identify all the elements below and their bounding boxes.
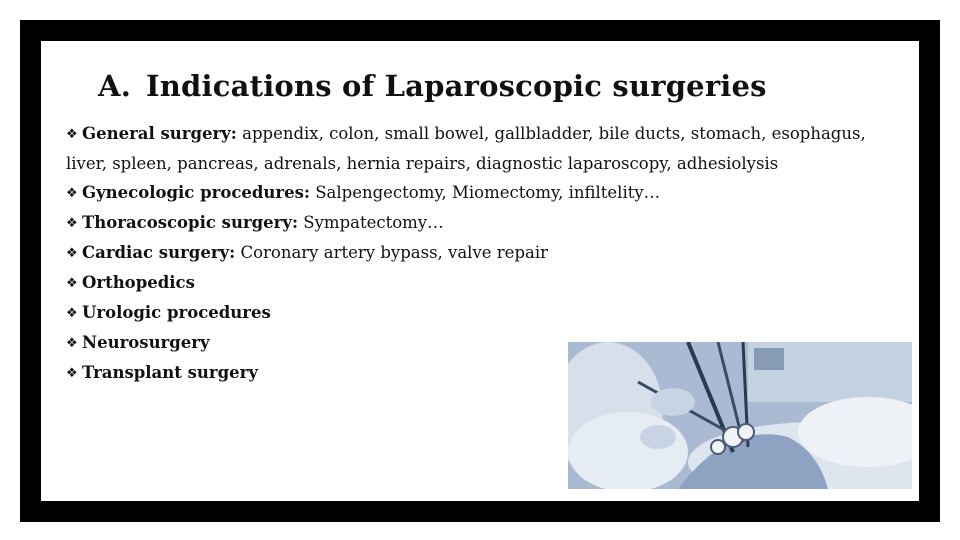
bullet-text: Sympatectomy…	[298, 213, 444, 232]
bullet-diamond-icon: ❖	[66, 336, 78, 351]
bullet-heading: Transplant surgery	[82, 363, 258, 382]
bullet-diamond-icon: ❖	[66, 186, 78, 201]
bullet-diamond-icon: ❖	[66, 306, 78, 321]
slide-title	[98, 69, 767, 103]
title-text: Indications of Laparoscopic surgeries	[146, 69, 767, 103]
list-item-urologic	[66, 298, 896, 328]
bullet-diamond-icon: ❖	[66, 127, 78, 142]
laparoscopic-surgery-photo	[568, 342, 912, 489]
list-item-orthopedics	[66, 268, 896, 298]
list-item-gynecologic	[66, 178, 896, 208]
bullet-diamond-icon: ❖	[66, 366, 78, 381]
bullet-heading: General surgery:	[82, 124, 237, 143]
bullet-heading: Orthopedics	[82, 273, 195, 292]
bullet-diamond-icon: ❖	[66, 246, 78, 261]
list-item-general-surgery	[66, 119, 896, 178]
bullet-heading: Thoracoscopic surgery:	[82, 213, 299, 232]
bullet-heading: Urologic procedures	[82, 303, 271, 322]
bullet-diamond-icon: ❖	[66, 216, 78, 231]
bullet-text: appendix, colon, small bowel, gallbladder, bile ducts, stomach, esophagus, liver, spleen, pancreas, adrenals, hernia repairs, diagnostic laparoscopy, adhesiolysis	[66, 124, 866, 173]
bullet-text: Salpengectomy, Miomectomy, infiltelity…	[309, 183, 661, 202]
title-number: A.	[98, 69, 131, 103]
surgery-photo-illustration	[568, 342, 912, 489]
bullet-diamond-icon: ❖	[66, 276, 78, 291]
list-item-thoracoscopic	[66, 208, 896, 238]
bullet-text: Coronary artery bypass, valve repair	[235, 243, 549, 262]
slide	[41, 41, 919, 501]
bullet-heading: Cardiac surgery:	[82, 243, 236, 262]
bullet-heading: Neurosurgery	[82, 333, 210, 352]
list-item-cardiac	[66, 238, 896, 268]
bullet-heading: Gynecologic procedures:	[82, 183, 310, 202]
